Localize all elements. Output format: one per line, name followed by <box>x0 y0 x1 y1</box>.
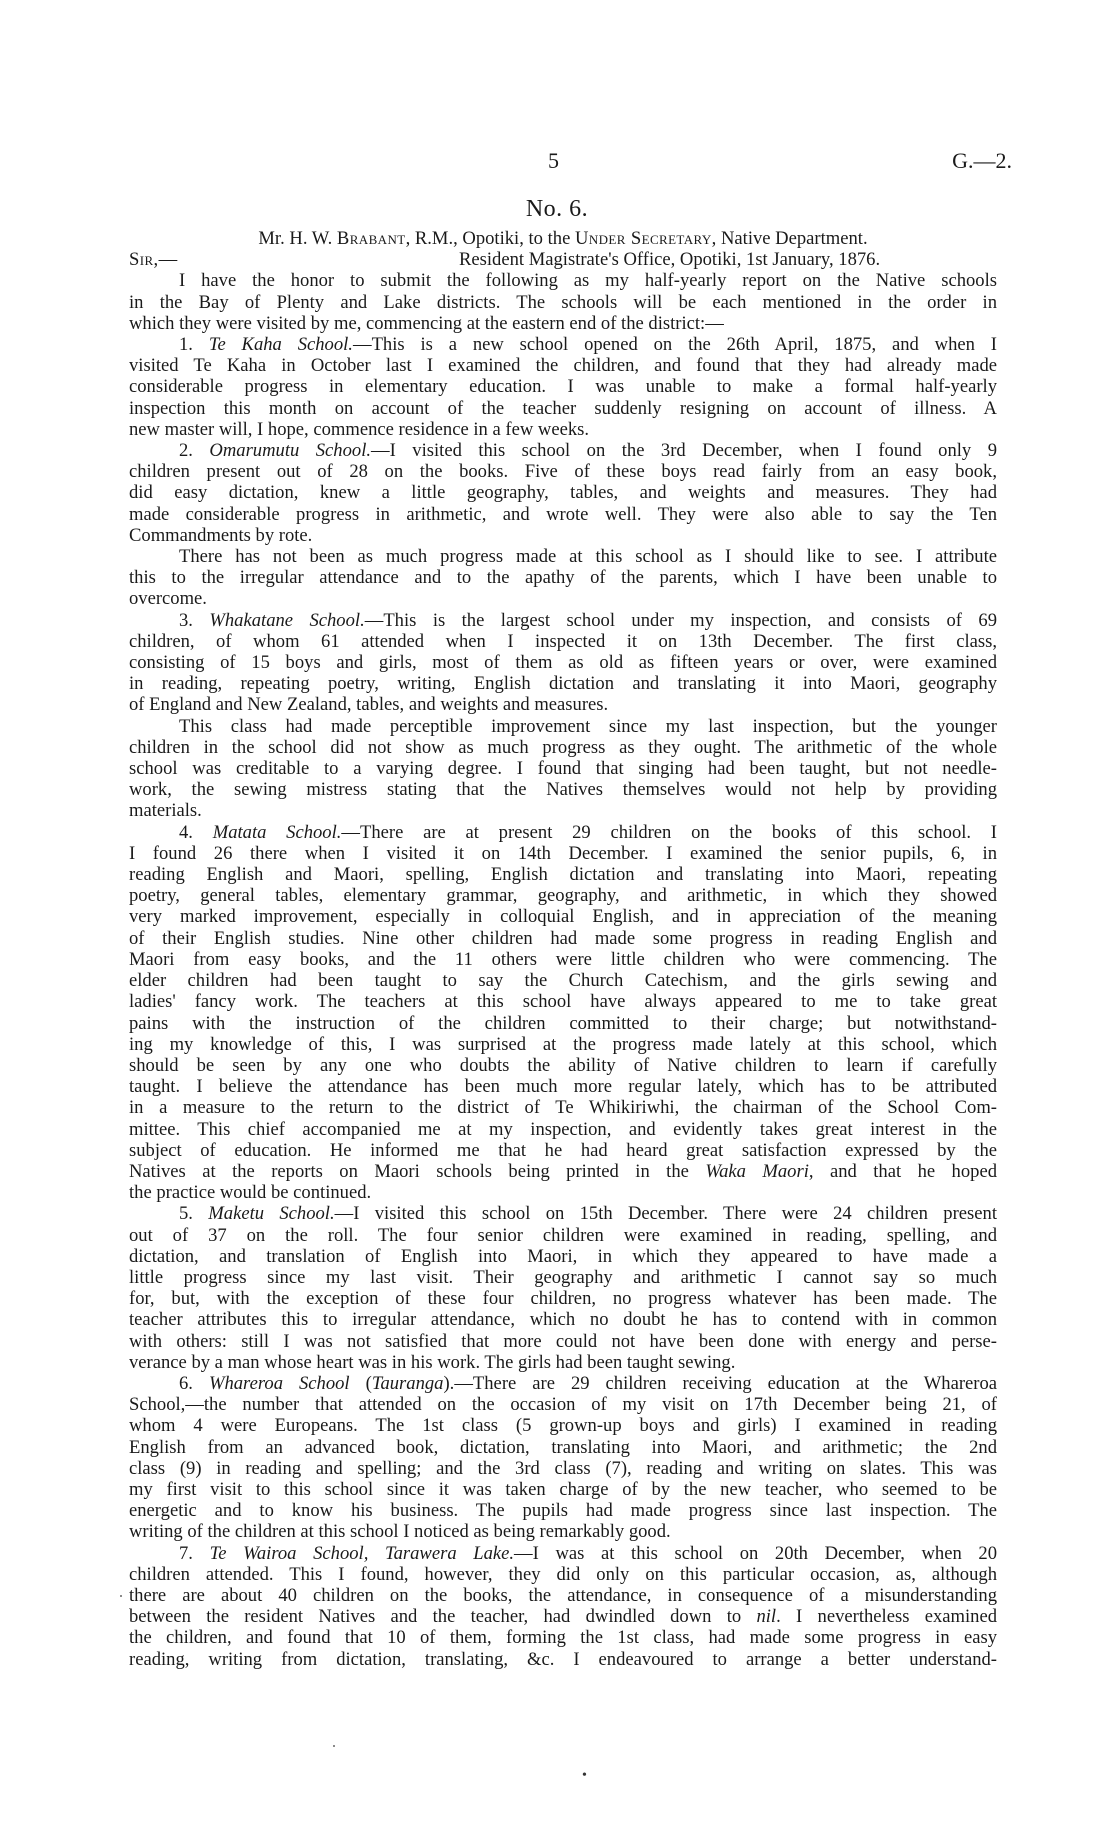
text-line: reading English and Maori, spelling, English dictation and translating into Maori, repeating <box>129 864 997 886</box>
text-line: should be seen by any one who doubts the ability of Native children to learn if carefully <box>129 1054 997 1076</box>
text-line: Maori from easy books, and the 11 others were little children who were commencing. The <box>129 948 997 970</box>
school-title: Omarumutu School. <box>209 440 372 462</box>
school-location: Tauranga <box>371 1372 444 1394</box>
text-line: of England and New Zealand, tables, and weights and measures. <box>129 694 609 716</box>
text-line: children attended. This I found, however, they did only on this particular occasion, as, although <box>129 1563 997 1585</box>
text-line: considerable progress in elementary education. I was unable to make a formal half-yearly <box>129 376 997 398</box>
text-line: I found 26 there when I visited it on 14th December. I examined the senior pupils, 6, in <box>129 842 997 864</box>
text-line: the practice would be continued. <box>129 1182 372 1204</box>
section-omarumutu-continued <box>129 546 997 610</box>
text-line: materials. <box>129 800 202 822</box>
text-line: writing of the children at this school I noticed as being remarkably good. <box>129 1521 671 1543</box>
text-line: overcome. <box>129 588 207 610</box>
text-line: 6. Whareroa School (Tauranga).—There are 29 children receiving education at the Whareroa <box>179 1372 998 1394</box>
footer-mark: • <box>582 1768 587 1783</box>
text-line: 4. Matata School.—There are at present 29 children on the books of this school. I <box>179 821 997 843</box>
salutation: Sir,— <box>129 249 178 271</box>
section-whakatane-continued <box>129 716 997 822</box>
text-line: children, of whom 61 attended when I inspected it on 13th December. The first class, <box>129 630 997 652</box>
text-line: English from an advanced book, dictation, translating into Maori, and arithmetic; the 2nd <box>129 1436 997 1458</box>
report-body <box>129 228 997 1670</box>
text-line: consisting of 15 boys and girls, most of them as old as fifteen years or over, were examined <box>129 652 997 674</box>
text-line: in reading, repeating poetry, writing, English dictation and translating it into Maori, geography <box>129 673 997 695</box>
text-line: teacher attributes this to irregular attendance, which no doubt he has to contend with in common <box>129 1309 997 1331</box>
text-line: very marked improvement, especially in colloquial English, and in appreciation of the meaning <box>129 906 997 928</box>
text-line: which they were visited by me, commencing at the eastern end of the district:— <box>129 312 724 334</box>
address-line: Mr. H. W. Brabant, R.M., Opotiki, to the Under Secretary, Native Department. <box>258 228 868 249</box>
newspaper-title: Waka Maori <box>705 1160 809 1182</box>
salutation-row <box>129 249 997 270</box>
text-line: in a measure to the return to the district of Te Whikiriwhi, the chairman of the School Com- <box>129 1097 997 1119</box>
text-line: with others: still I was not satisfied that more could not have been done with energy and perse- <box>129 1330 997 1352</box>
text-line: the children, and found that 10 of them, forming the 1st class, had made some progress in easy <box>129 1627 997 1649</box>
text-line: 2. Omarumutu School.—I visited this school on the 3rd December, when I found only 9 <box>179 440 997 462</box>
text-line: reading, writing from dictation, translating, &c. I endeavoured to arrange a better understand- <box>129 1648 997 1670</box>
section-maketu <box>129 1203 997 1373</box>
section-whareroa <box>129 1373 997 1543</box>
text-line: I have the honor to submit the following as my half-yearly report on the Native schools <box>179 270 997 292</box>
print-speck <box>120 1595 122 1597</box>
recipient-name: Under Secretary <box>575 228 712 249</box>
text-line: school was creditable to a varying degree. I found that singing had been taught, but not needle- <box>129 758 997 780</box>
text-line: Natives at the reports on Maori schools being printed in the Waka Maori, and that he hoped <box>129 1160 997 1182</box>
page-header <box>0 148 1114 178</box>
section-omarumutu <box>129 440 997 546</box>
text-line: ing my knowledge of this, I was surprised at the progress made lately at this school, which <box>129 1033 997 1055</box>
section-matata <box>129 822 997 1204</box>
text-line: out of 37 on the roll. The four senior children were examined in reading, spelling, and <box>129 1224 997 1246</box>
text-line: of their English studies. Nine other children had made some progress in reading English and <box>129 927 997 949</box>
text-line: poetry, general tables, elementary grammar, geography, and arithmetic, in which they showed <box>129 885 997 907</box>
school-title: Matata School. <box>212 821 342 843</box>
text-line: between the resident Natives and the teacher, had dwindled down to nil. I nevertheless examined <box>129 1606 997 1628</box>
text-line: whom 4 were Europeans. The 1st class (5 grown-up boys and girls) I examined in reading <box>129 1415 997 1437</box>
school-title: Te Kaha School. <box>208 334 353 355</box>
text-line: dictation, and translation of English into Maori, in which they appeared to have made a <box>129 1245 997 1267</box>
document-number-heading: No. 6. <box>525 196 589 222</box>
text-line: elder children had been taught to say the Church Catechism, and the girls sewing and <box>129 970 997 992</box>
text-line: taught. I believe the attendance has been much more regular lately, which has to be attributed <box>129 1076 997 1098</box>
place-date: Resident Magistrate's Office, Opotiki, 1st January, 1876. <box>459 249 881 271</box>
intro-paragraph <box>129 270 997 334</box>
school-title: Te Wairoa School, Tarawera Lake. <box>209 1542 515 1564</box>
text-line: class (9) in reading and spelling; and the 3rd class (7), reading and writing on slates. This was <box>129 1457 997 1479</box>
text-line: for, but, with the exception of these four children, no progress whatever has been made. The <box>129 1288 997 1310</box>
text-line: ladies' fancy work. The teachers at this school have always appeared to me to take great <box>129 991 997 1013</box>
school-title: Maketu School. <box>208 1203 335 1225</box>
text-line: work, the sewing mistress stating that the Natives themselves would not help by providing <box>129 779 997 801</box>
text-line: inspection this month on account of the teacher suddenly resigning on account of illness. A <box>129 397 997 419</box>
school-title: Whakatane School. <box>209 609 365 631</box>
text-line: children in the school did not show as much progress as they ought. The arithmetic of the whole <box>129 736 997 758</box>
text-line: 1. Te Kaha School.—This is a new school opened on the 26th April, 1875, and when I <box>179 334 997 355</box>
text-line: mittee. This chief accompanied me at my inspection, and evidently takes great interest in the <box>129 1118 997 1140</box>
text-line: visited Te Kaha in October last I examined the children, and found that they had already made <box>129 355 997 377</box>
section-te-wairoa <box>129 1543 997 1670</box>
text-line: pains with the instruction of the children committed to their charge; but notwithstand- <box>129 1012 997 1034</box>
text-line: did easy dictation, knew a little geography, tables, and weights and measures. They had <box>129 482 997 504</box>
text-line: 3. Whakatane School.—This is the largest school under my inspection, and consists of 69 <box>179 609 997 631</box>
section-whakatane <box>129 610 997 716</box>
text-line: new master will, I hope, commence residence in a few weeks. <box>129 418 590 440</box>
text-line: my first visit to this school since it was taken charge of by the new teacher, who seemed to be <box>129 1478 997 1500</box>
text-line: energetic and to know his business. The pupils had made progress since last inspection. The <box>129 1500 997 1522</box>
print-speck <box>333 1745 335 1747</box>
text-line: This class had made perceptible improvement since my last inspection, but the younger <box>179 715 997 737</box>
text-line: this to the irregular attendance and to the apathy of the parents, which I have been unable to <box>129 567 997 589</box>
text-line: subject of education. He informed me that he had heard great satisfaction expressed by the <box>129 1139 997 1161</box>
text-line: there are about 40 children on the books, the attendance, in consequence of a misunderstanding <box>129 1584 997 1606</box>
text-line: School,—the number that attended on the occasion of my visit on 17th December being 21, of <box>129 1394 997 1416</box>
text-line: 5. Maketu School.—I visited this school on 15th December. There were 24 children present <box>179 1203 997 1225</box>
school-title: Whareroa School <box>208 1372 350 1394</box>
text-line: made considerable progress in arithmetic, and wrote well. They were also able to say the Ten <box>129 503 997 525</box>
text-line: 7. Te Wairoa School, Tarawera Lake.—I was at this school on 20th December, when 20 <box>179 1542 997 1564</box>
document-reference: G.—2. <box>952 148 1012 173</box>
text-line: in the Bay of Plenty and Lake districts. The schools will be each mentioned in the order in <box>129 291 997 313</box>
italic-word: nil <box>756 1606 777 1628</box>
text-line: children present out of 28 on the books. Five of these boys read fairly from an easy book, <box>129 461 997 483</box>
section-te-kaha <box>129 334 997 440</box>
text-line: Commandments by rote. <box>129 524 313 546</box>
text-line: little progress since my last visit. Their geography and arithmetic I cannot say so much <box>129 1266 997 1288</box>
author-name: Brabant <box>336 228 406 249</box>
text-line: verance by a man whose heart was in his work. The girls had been taught sewing. <box>129 1351 736 1373</box>
page-number: 5 <box>548 148 559 173</box>
text-line: There has not been as much progress made at this school as I should like to see. I attribute <box>179 546 997 568</box>
